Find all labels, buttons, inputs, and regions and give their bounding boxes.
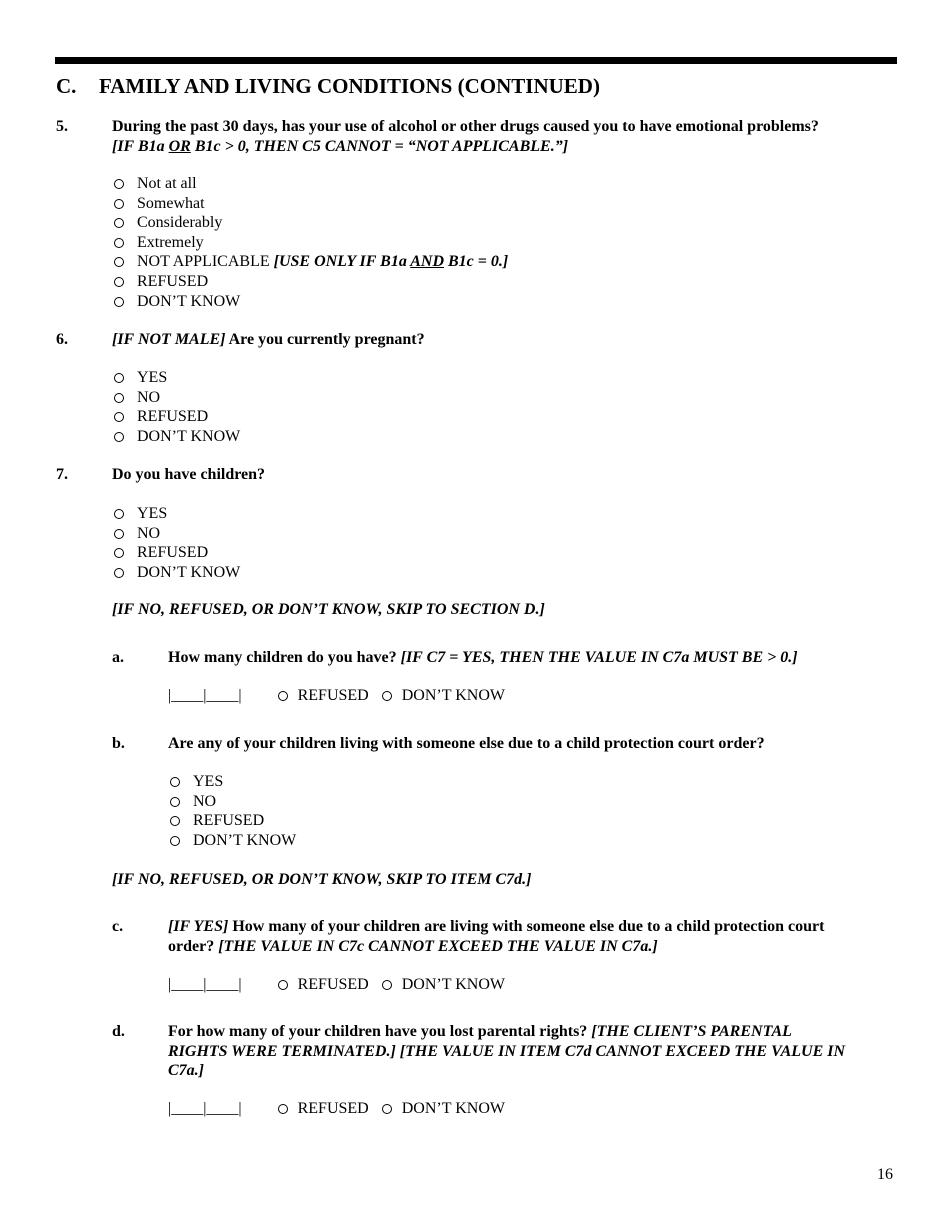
page-number: 16 xyxy=(877,1166,893,1183)
radio-circle-icon[interactable] xyxy=(114,373,124,383)
radio-circle-icon[interactable] xyxy=(114,548,124,558)
q7b-skip-instruction: [IF NO, REFUSED, OR DON’T KNOW, SKIP TO ITEM C7d.] xyxy=(112,871,532,888)
q7c-answer-row xyxy=(168,975,505,995)
radio-circle-icon[interactable] xyxy=(170,777,180,787)
radio-refused[interactable] xyxy=(278,980,288,990)
radio-circle-icon[interactable] xyxy=(114,509,124,519)
q6-text xyxy=(112,330,425,350)
option-label: DON’T KNOW xyxy=(137,292,241,310)
q5-instr-or: OR xyxy=(168,138,191,155)
option-label: REFUSED xyxy=(137,408,209,426)
q7-skip-instruction: [IF NO, REFUSED, OR DON’T KNOW, SKIP TO SECTION D.] xyxy=(112,601,545,618)
option-item[interactable] xyxy=(114,252,508,272)
radio-dont-know[interactable] xyxy=(382,980,392,990)
q7-text: Do you have children? xyxy=(112,466,266,483)
radio-circle-icon[interactable] xyxy=(170,816,180,826)
option-item[interactable] xyxy=(170,811,264,831)
q7c-letter: c. xyxy=(112,918,124,935)
q7c-instr: [THE VALUE IN C7c CANNOT EXCEED THE VALUE IN C7a.] xyxy=(218,938,658,955)
q7d-line2: RIGHTS WERE TERMINATED.] [THE VALUE IN ITEM C7d CANNOT EXCEED THE VALUE IN xyxy=(168,1043,846,1060)
option-item[interactable] xyxy=(114,174,197,194)
q5-instruction xyxy=(112,137,568,157)
option-label: Considerably xyxy=(137,214,223,232)
radio-circle-icon[interactable] xyxy=(114,529,124,539)
radio-dont-know[interactable] xyxy=(382,691,392,701)
radio-circle-icon[interactable] xyxy=(114,412,124,422)
q7b-letter: b. xyxy=(112,735,125,752)
option-label: YES xyxy=(137,369,168,386)
radio-circle-icon[interactable] xyxy=(114,432,124,442)
q7c-question: How many of your children are living with someone else due to a child protection court xyxy=(228,918,825,935)
option-label: YES xyxy=(137,505,168,522)
na-instruction xyxy=(274,252,509,272)
radio-circle-icon[interactable] xyxy=(170,797,180,807)
radio-circle-icon[interactable] xyxy=(114,257,124,267)
section-letter: C. xyxy=(56,74,77,98)
option-item[interactable] xyxy=(114,543,208,563)
radio-circle-icon[interactable] xyxy=(114,568,124,578)
q7d-instr: [THE CLIENT’S PARENTAL xyxy=(591,1023,792,1040)
option-label: DON’T KNOW xyxy=(401,1100,505,1117)
q7a-letter: a. xyxy=(112,649,124,666)
option-item[interactable] xyxy=(114,233,204,253)
q7c-instr: [IF YES] xyxy=(168,918,229,935)
q7d-line1 xyxy=(168,1022,792,1042)
q7d-answer-row xyxy=(168,1099,505,1119)
option-item[interactable] xyxy=(114,292,240,312)
option-label: Extremely xyxy=(137,233,204,251)
q7d-letter: d. xyxy=(112,1023,125,1040)
radio-circle-icon[interactable] xyxy=(114,199,124,209)
option-item[interactable] xyxy=(114,563,240,583)
q7a-count-field[interactable]: |____|____| xyxy=(168,687,242,704)
radio-circle-icon[interactable] xyxy=(114,238,124,248)
option-label: REFUSED xyxy=(137,273,209,290)
option-item[interactable] xyxy=(114,504,167,524)
option-item[interactable] xyxy=(114,427,240,447)
option-label: REFUSED xyxy=(297,1100,369,1117)
q7c-question: order? xyxy=(168,938,219,955)
q5-text: During the past 30 days, has your use of alcohol or other drugs caused you to have emotional problems? xyxy=(112,118,819,135)
option-label: YES xyxy=(193,773,224,790)
q7b-text: Are any of your children living with someone else due to a child protection court order? xyxy=(168,735,765,752)
option-item[interactable] xyxy=(114,194,205,214)
radio-circle-icon[interactable] xyxy=(114,393,124,403)
q6-question: Are you currently pregnant? xyxy=(225,331,425,348)
option-label: DON’T KNOW xyxy=(193,831,297,849)
radio-circle-icon[interactable] xyxy=(114,218,124,228)
option-label: Somewhat xyxy=(137,194,205,212)
option-label: NO xyxy=(137,524,161,542)
option-item[interactable] xyxy=(114,272,208,292)
q5-instr-part: [IF B1a xyxy=(112,138,169,155)
section-title: FAMILY AND LIVING CONDITIONS (CONTINUED) xyxy=(99,74,600,98)
option-item[interactable] xyxy=(114,388,160,408)
q7d-count-field[interactable]: |____|____| xyxy=(168,1100,242,1117)
option-item[interactable] xyxy=(114,407,208,427)
q7-number: 7. xyxy=(56,466,68,483)
option-item[interactable] xyxy=(170,831,296,851)
option-label: REFUSED xyxy=(193,812,265,830)
q7c-line2 xyxy=(168,937,658,957)
option-item[interactable] xyxy=(170,792,216,812)
radio-refused[interactable] xyxy=(278,1104,288,1114)
option-item[interactable] xyxy=(114,213,222,233)
q6-instr: [IF NOT MALE] xyxy=(112,331,226,348)
q7a-text xyxy=(168,648,798,668)
option-item[interactable] xyxy=(114,524,160,544)
q7a-answer-row xyxy=(168,686,505,706)
q6-number: 6. xyxy=(56,331,68,348)
na-instr-and: AND xyxy=(410,253,444,271)
option-label: DON’T KNOW xyxy=(137,563,241,581)
radio-circle-icon[interactable] xyxy=(114,277,124,287)
radio-refused[interactable] xyxy=(278,691,288,701)
q7d-question: For how many of your children have you lost parental rights? xyxy=(168,1023,592,1040)
option-item[interactable] xyxy=(114,368,167,388)
na-instr-part: [USE ONLY IF B1a xyxy=(273,253,411,271)
q7c-line1 xyxy=(168,917,824,937)
q5-number: 5. xyxy=(56,118,68,135)
q7a-instr: [IF C7 = YES, THEN THE VALUE IN C7a MUST BE > 0.] xyxy=(400,649,798,666)
option-label: REFUSED xyxy=(297,976,369,993)
option-label: NOT APPLICABLE xyxy=(137,253,270,271)
q7a-question: How many children do you have? xyxy=(168,649,401,666)
option-label: DON’T KNOW xyxy=(401,687,505,704)
option-label: NO xyxy=(137,388,161,406)
option-label: DON’T KNOW xyxy=(401,976,505,993)
q7c-count-field[interactable]: |____|____| xyxy=(168,976,242,993)
option-label: DON’T KNOW xyxy=(137,427,241,445)
radio-circle-icon[interactable] xyxy=(170,836,180,846)
q5-instr-part: B1c > 0, THEN C5 CANNOT = “NOT APPLICABLE.”] xyxy=(190,138,569,155)
radio-dont-know[interactable] xyxy=(382,1104,392,1114)
option-label: Not at all xyxy=(137,175,197,192)
na-instr-part: B1c = 0.] xyxy=(444,253,509,271)
option-label: REFUSED xyxy=(297,687,369,704)
top-rule xyxy=(55,57,897,64)
option-label: NO xyxy=(193,792,217,810)
radio-circle-icon[interactable] xyxy=(114,179,124,189)
radio-circle-icon[interactable] xyxy=(114,297,124,307)
q7d-line3: C7a.] xyxy=(168,1062,204,1079)
option-label: REFUSED xyxy=(137,544,209,561)
option-item[interactable] xyxy=(170,772,223,792)
